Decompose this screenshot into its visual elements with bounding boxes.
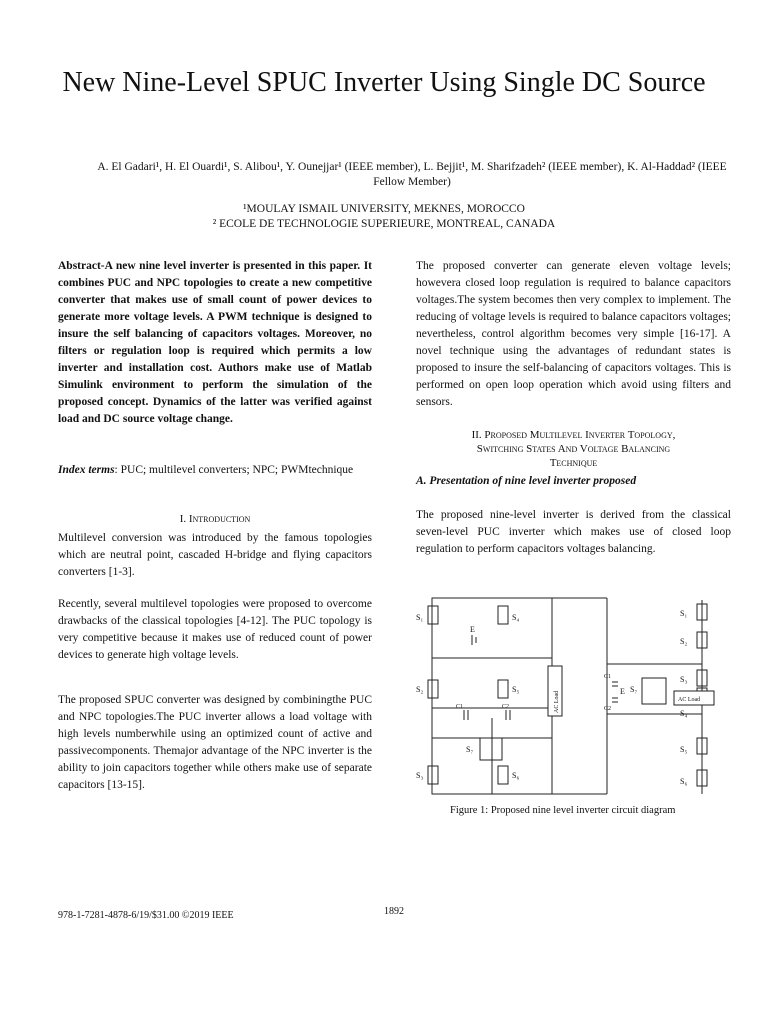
right-switch-6: S₆ [680, 777, 688, 786]
right-switch-3: S₃ [680, 675, 688, 684]
right-switch-1: S₁ [680, 609, 688, 618]
index-terms-label: Index terms [58, 464, 115, 476]
right-load-label: AC Load [678, 697, 701, 703]
right-cap-2: C2 [604, 706, 612, 712]
left-load-label: AC Load [554, 690, 560, 713]
subsection-a-heading: A. Presentation of nine level inverter proposed [416, 475, 637, 487]
left-switch-1: S₁ [416, 613, 424, 622]
intro-paragraph-3: The proposed SPUC converter was designed by combiningthe PUC and NPC topologies.The PUC inverter allows a load voltage with high levels numberwhile using an optimized count of active and passivecomponents. Themajor advantage of the NPC inverter is the ability to join capacitors together while others make use of separate capacitors [13-15]. [58, 694, 372, 791]
section-2-heading-line-3: Technique [549, 457, 598, 469]
right-paragraph-2: The proposed nine-level inverter is derived from the classical seven-level PUC inverter which makes use of closed loop regulation to perform capacitors voltages balancing. [416, 509, 731, 555]
left-switch-3: S₃ [416, 771, 424, 780]
affiliation-2: ² ECOLE DE TECHNOLOGIE SUPERIEURE, MONTREAL, CANADA [212, 218, 556, 230]
right-switch-2: S₂ [680, 637, 688, 646]
index-terms-text: : PUC; multilevel converters; NPC; PWMtechnique [114, 464, 354, 476]
right-paragraph-1: The proposed converter can generate eleven voltage levels; howevera closed loop regulation is required to balance capacitors voltages.The system becomes then very complex to implement. The reducing of voltage levels is required to balance capacitors voltages; nevertheless, control algorithm becomes very simple [16-17]. A novel technique using the advantages of redundant states is proposed to insure the self-balancing of capacitors voltages. This is performed on open loop operation which avoid using filters and sensors. [416, 260, 731, 408]
section-1-heading: I. Introduction [179, 513, 251, 525]
affiliations [120, 202, 648, 232]
affiliation-1: ¹MOULAY ISMAIL UNIVERSITY, MEKNES, MOROCCO [243, 203, 525, 215]
right-switch-7: S₇ [630, 685, 638, 694]
author-list: A. El Gadari¹, H. El Ouardi¹, S. Alibou¹, Y. Ounejjar¹ (IEEE member), L. Bejjit¹, M. Sharifzadeh² (IEEE member), K. Al-Haddad² (IEEE Fellow Member) [97, 161, 727, 188]
left-switch-6: S₆ [512, 771, 520, 780]
left-switch-2: S₂ [416, 685, 424, 694]
abstract: Abstract-A new nine level inverter is presented in this paper. It combines PUC and NPC topologies to create a new competitive converter that makes use of small count of power devices to generate more voltage levels. A PWM technique is designed to insure the self balancing of capacitors voltages. Moreover, no filters or regulation loop is required which permits a low inverter and installation cost. Authors make use of Matlab Simulink environment to perform the simulation of the proposed concept. Dynamics of the latter was verified against load and DC source voltage change. [58, 260, 372, 425]
index-terms [58, 462, 372, 479]
circuit-diagram [412, 588, 732, 806]
section-2-heading-line-1: II. Proposed Multilevel Inverter Topology, [471, 429, 676, 441]
right-switch-5: S₅ [680, 745, 688, 754]
left-cap-1: C1 [456, 704, 464, 710]
right-cap-1: C1 [604, 674, 612, 680]
footer-copyright: 978-1-7281-4878-6/19/$31.00 ©2019 IEEE [58, 910, 234, 921]
page-number: 1892 [384, 906, 404, 917]
section-2-heading [416, 428, 731, 470]
right-source-label: E [620, 687, 625, 696]
section-2-heading-line-2: Switching States And Voltage Balancing [476, 443, 671, 455]
paper-title: New Nine-Level SPUC Inverter Using Single DC Source [62, 67, 706, 98]
left-cap-2: C2 [502, 704, 510, 710]
left-switch-7: S₇ [466, 745, 474, 754]
figure-caption: Figure 1: Proposed nine level inverter circuit diagram [450, 805, 676, 816]
intro-paragraph-1: Multilevel conversion was introduced by the famous topologies which are neutral point, cascaded H-bridge and flying capacitors converters [1-3]. [58, 532, 372, 578]
left-switch-5: S₅ [512, 685, 520, 694]
right-switch-4: S₄ [680, 709, 688, 718]
left-source-label: E [470, 625, 475, 634]
intro-paragraph-2: Recently, several multilevel topologies were proposed to overcome drawbacks of the classical topologies [4-12]. The PUC topology is very competitive because it makes use of reduced count of power devices to generate high voltage levels. [58, 598, 372, 661]
left-switch-4: S₄ [512, 613, 520, 622]
